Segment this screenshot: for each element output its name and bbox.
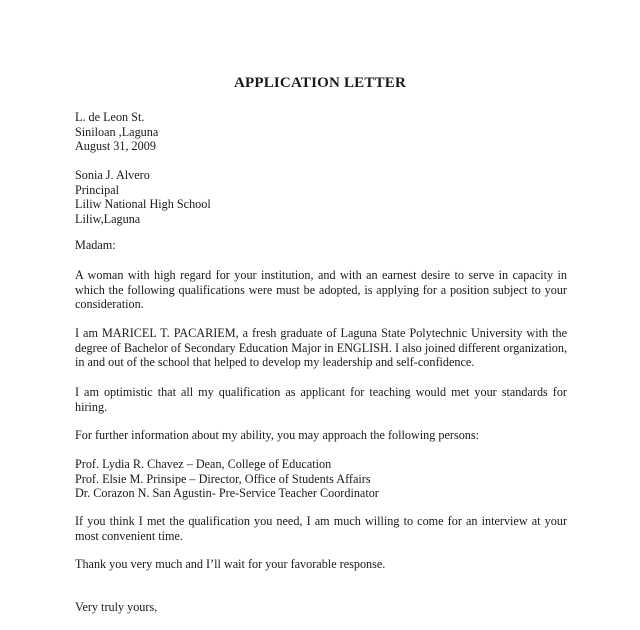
closing: Very truly yours, — [75, 600, 158, 614]
references-list — [75, 457, 567, 501]
recipient-school: Liliw National High School — [75, 197, 211, 211]
paragraph-qualifications: I am MARICEL T. PACARIEM, a fresh graduate of Laguna State Polytechnic University with the degree of Bachelor of Secondary Education Major in ENGLISH. I also joined different organization, in and out of the school that helped to develop my leadership and self-confidence. — [75, 326, 567, 369]
recipient-city: Liliw,Laguna — [75, 211, 141, 226]
reference-item: Prof. Lydia R. Chavez – Dean, College of Education — [75, 457, 332, 471]
salutation: Madam: — [75, 238, 116, 252]
paragraph-optimism: I am optimistic that all my qualification as applicant for teaching would met your standards for hiring. — [75, 385, 567, 414]
paragraph-intro: A woman with high regard for your institution, and with an earnest desire to serve in capacity in which the following qualifications were must be adopted, is applying for a position subject to your consideration. — [75, 268, 567, 311]
reference-item: Dr. Corazon N. San Agustin- Pre-Service Teacher Coordinator — [75, 486, 379, 500]
paragraph-interview: If you think I met the qualification you need, I am much willing to come for an interview at your most convenient time. — [75, 514, 567, 543]
sender-address — [75, 110, 567, 154]
recipient-name: Sonia J. Alvero — [75, 168, 150, 182]
letter-title: APPLICATION LETTER — [233, 75, 407, 91]
paragraph-references-intro: For further information about my ability, you may approach the following persons: — [75, 428, 480, 442]
recipient-position: Principal — [75, 182, 120, 197]
letter-date: August 31, 2009 — [75, 139, 156, 153]
sender-city: Siniloan ,Laguna — [75, 124, 159, 139]
reference-item: Prof. Elsie M. Prinsipe – Director, Office of Students Affairs — [75, 471, 371, 486]
sender-street: L. de Leon St. — [75, 110, 145, 124]
paragraph-thanks: Thank you very much and I’ll wait for your favorable response. — [75, 557, 386, 571]
recipient-address — [75, 168, 567, 226]
